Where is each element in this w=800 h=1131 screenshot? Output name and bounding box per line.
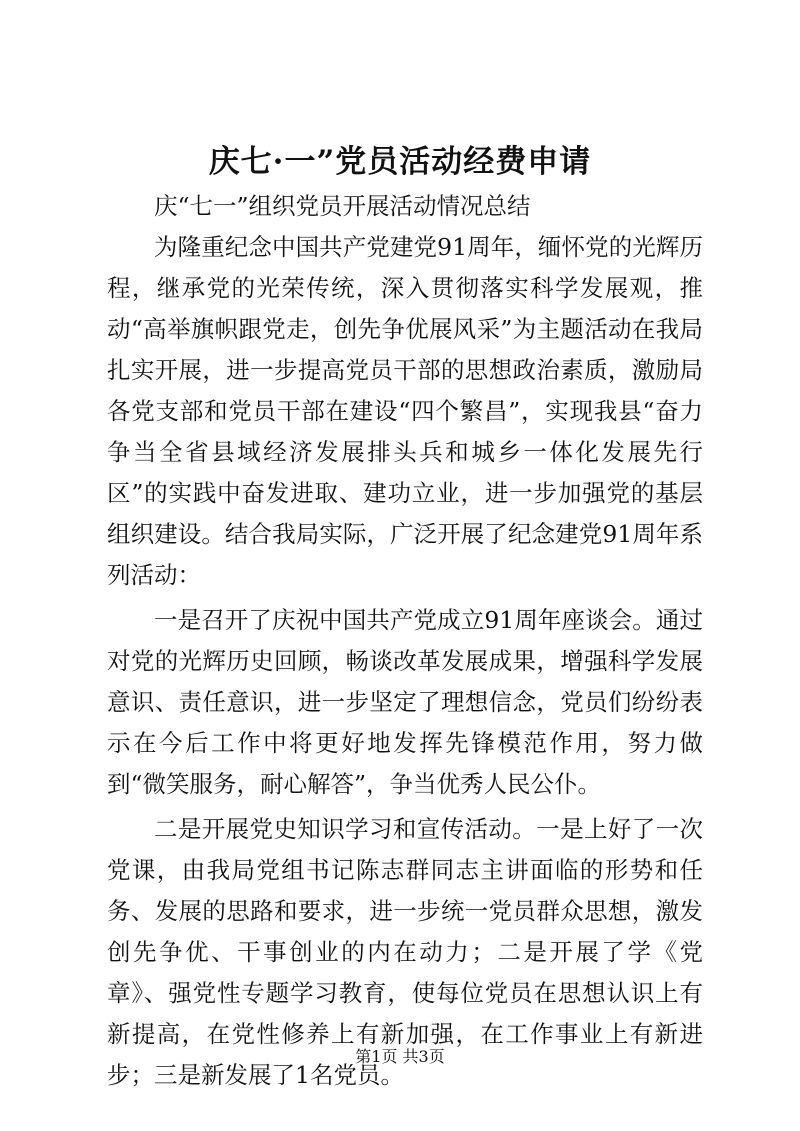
document-title: 庆七·一”党员活动经费申请 (208, 144, 592, 180)
page-number-footer: 第1页 共3页 (355, 1047, 445, 1066)
paragraph-first-activity: 一是召开了庆祝中国共产党成立91周年座谈会。通过对党的光辉历史回顾，畅谈改革发展成果，增强科学发展意识、责任意识，进一步坚定了理想信念，党员们纷纷表示在今后工作中将更好地发挥先锋模范作用，努力做到“微笑服务，耐心解答”，争当优秀人民公仆。 (107, 606, 703, 798)
paragraph-subtitle: 庆“七一”组织党员开展活动情况总结 (154, 192, 531, 220)
paragraph-second-activity: 二是开展党史知识学习和宣传活动。一是上好了一次党课，由我局党组书记陈志群同志主讲面临的形势和任务、发展的思路和要求，进一步统一党员群众思想，激发创先争优、干事创业的内在动力；二是开展了学《党章》、强党性专题学习教育，使每位党员在思想认识上有新提高，在党性修养上有新加强，在工作事业上有新进步；三是新发展了1名党员。 (107, 815, 703, 1089)
paragraph-intro: 为隆重纪念中国共产党建党91周年，缅怀党的光辉历程，继承党的光荣传统，深入贯彻落实科学发展观，推动“高举旗帜跟党走，创先争优展风采”为主题活动在我局扎实开展，进一步提高党员干部的思想政治素质，激励局各党支部和党员干部在建设“四个繁昌”，实现我县“奋力争当全省县域经济发展排头兵和城乡一体化发展先行区”的实践中奋发进取、建功立业，进一步加强党的基层组织建设。结合我局实际，广泛开展了纪念建党91周年系列活动： (107, 233, 703, 589)
document-body (107, 186, 703, 1096)
